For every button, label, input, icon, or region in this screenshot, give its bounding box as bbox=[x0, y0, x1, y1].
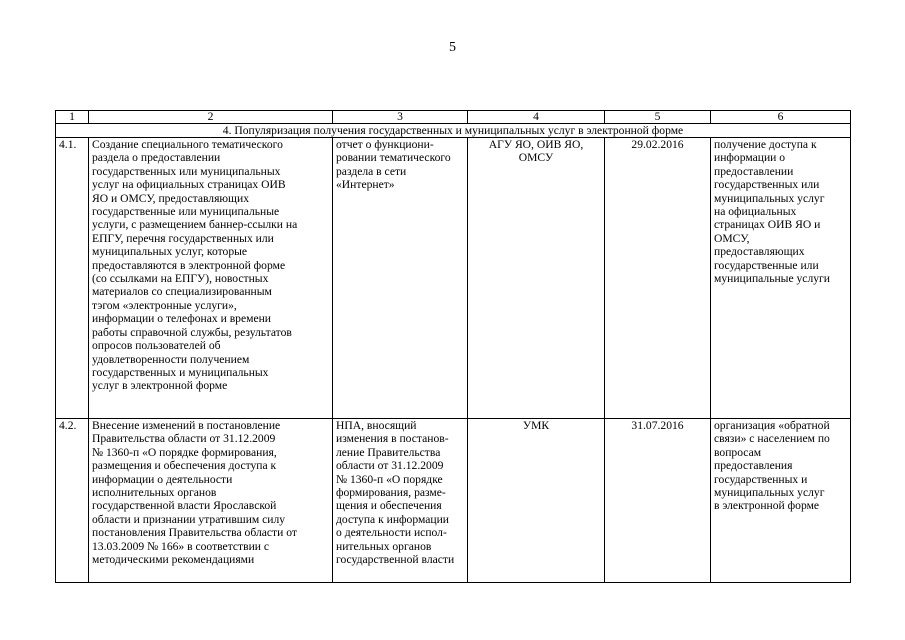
header-col-6: 6 bbox=[711, 111, 851, 124]
header-col-1: 1 bbox=[56, 111, 89, 124]
header-col-5: 5 bbox=[605, 111, 711, 124]
executor-cell: АГУ ЯО, ОИВ ЯО, ОМСУ bbox=[468, 138, 605, 419]
measure-cell: Внесение изменений в постановление Правительства области от 31.12.2009 № 1360-п «О порядке формирования, размещения и обеспечения доступа к информации о деятельности исполнительных органов государственной власти Ярославской области и признании утратившим силу постановления Правительства области от 13.03.2009 № 166» в соответствии с методическими рекомендациями bbox=[89, 419, 333, 583]
section-row bbox=[56, 124, 851, 138]
header-col-4: 4 bbox=[468, 111, 605, 124]
result-cell: НПА, вносящий изменения в постанов- ление Правительства области от 31.12.2009 № 1360-п «О порядке формирования, разме- щения и обеспечения доступа к информации о деятельности испол- нительных органов государственной власти bbox=[333, 419, 468, 583]
executor-cell: УМК bbox=[468, 419, 605, 583]
table-row bbox=[56, 138, 851, 419]
row-number: 4.1. bbox=[56, 138, 89, 419]
header-row bbox=[56, 111, 851, 124]
header-col-3: 3 bbox=[333, 111, 468, 124]
measure-cell: Создание специального тематического раздела о предоставлении государственных или муниципальных услуг на официальных страницах ОИВ ЯО и ОМСУ, предоставляющих государственные или муниципальные услуги, с размещением баннер-ссылки на ЕПГУ, перечня государственных или муниципальных услуг, которые предоставляются в электронной форме (со ссылками на ЕПГУ), новостных материалов со специализированным тэгом «электронные услуги», информации о телефонах и времени работы справочной службы, результатов опросов пользователей об удовлетворенности получением государственных и муниципальных услуг в электронной форме bbox=[89, 138, 333, 419]
effect-cell: организация «обратной связи» с населением по вопросам предоставления государственных и муниципальных услуг в электронной форме bbox=[711, 419, 851, 583]
table-row bbox=[56, 419, 851, 583]
date-cell: 31.07.2016 bbox=[605, 419, 711, 583]
measures-table bbox=[55, 110, 851, 583]
effect-cell: получение доступа к информации о предоставлении государственных или муниципальных услуг на официальных страницах ОИВ ЯО и ОМСУ, предоставляющих государственные или муниципальные услуги bbox=[711, 138, 851, 419]
section-title: 4. Популяризация получения государственных и муниципальных услуг в электронной форме bbox=[56, 124, 851, 138]
header-col-2: 2 bbox=[89, 111, 333, 124]
date-cell: 29.02.2016 bbox=[605, 138, 711, 419]
result-cell: отчет о функциони- ровании тематического раздела в сети «Интернет» bbox=[333, 138, 468, 419]
row-number: 4.2. bbox=[56, 419, 89, 583]
page-number: 5 bbox=[449, 40, 456, 55]
